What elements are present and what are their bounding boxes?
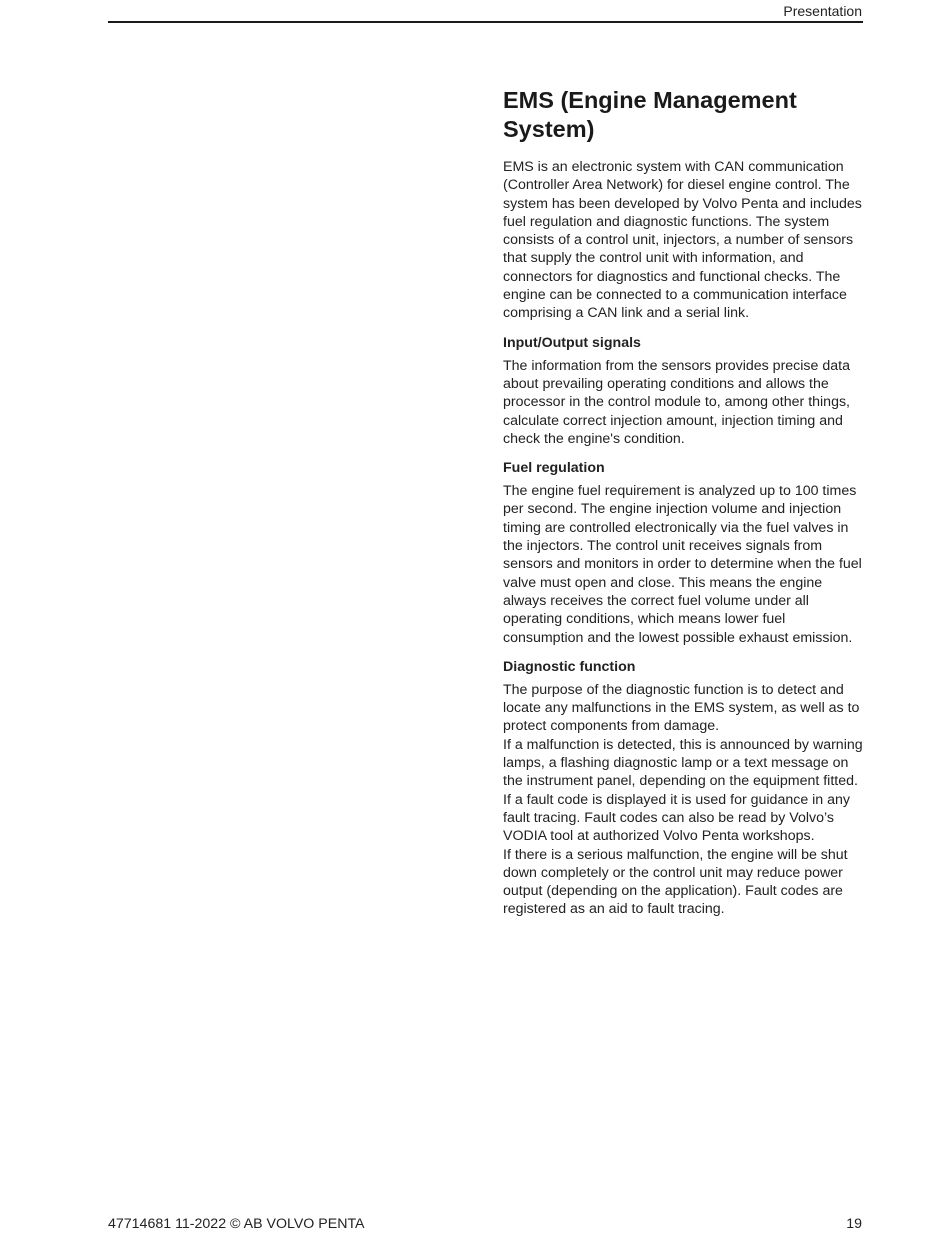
section-heading-diagnostic-function: Diagnostic function <box>503 658 636 675</box>
section-heading-fuel-regulation: Fuel regulation <box>503 460 605 477</box>
page-title: EMS (Engine Management System) <box>503 87 797 142</box>
footer-doc-info: 47714681 11-2022 © AB VOLVO PENTA <box>108 1216 365 1232</box>
main-content <box>503 86 865 919</box>
section-paragraph: If a malfunction is detected, this is announced by warning lamps, a flashing diagnostic lamp or a text message on the instrument panel, depending on the equipment fitted. If a fault code is displayed it is used for guidance in any fault tracing. Fault codes can also be read by Volvo’s VODIA tool at authorized Volvo Penta workshops. <box>503 736 863 845</box>
section-paragraph: The purpose of the diagnostic function is to detect and locate any malfunctions in the EMS system, as well as to protect components from damage. <box>503 681 860 735</box>
header-section-label: Presentation <box>783 3 862 19</box>
section-paragraph: If there is a serious malfunction, the engine will be shut down completely or the control unit may reduce power output (depending on the application). Fault codes are registered as an aid to fault tracing. <box>503 846 848 918</box>
section-paragraph: The information from the sensors provides precise data about prevailing operating conditions and allows the processor in the control module to, among other things, calculate correct injection amount, injection timing and check the engine's condition. <box>503 357 850 447</box>
section-heading-input-output: Input/Output signals <box>503 334 641 351</box>
section-paragraph: The engine fuel requirement is analyzed up to 100 times per second. The engine injection volume and injection timing are controlled electronically via the fuel valves in the injectors. The control unit receives signals from sensors and monitors in order to determine when the fuel valve must open and close. This means the engine always receives the correct fuel volume under all operating conditions, which means lower fuel consumption and the lowest possible exhaust emission. <box>503 483 862 646</box>
intro-paragraph: EMS is an electronic system with CAN communication (Controller Area Network) for diesel engine control. The system has been developed by Volvo Penta and includes fuel regulation and diagnostic functions. The system consists of a control unit, injectors, a number of sensors that supply the control unit with information, and connectors for diagnostics and functional checks. The engine can be connected to a communication interface comprising a CAN link and a serial link. <box>503 159 862 322</box>
footer-page-number: 19 <box>846 1216 862 1232</box>
header-divider <box>108 21 863 23</box>
